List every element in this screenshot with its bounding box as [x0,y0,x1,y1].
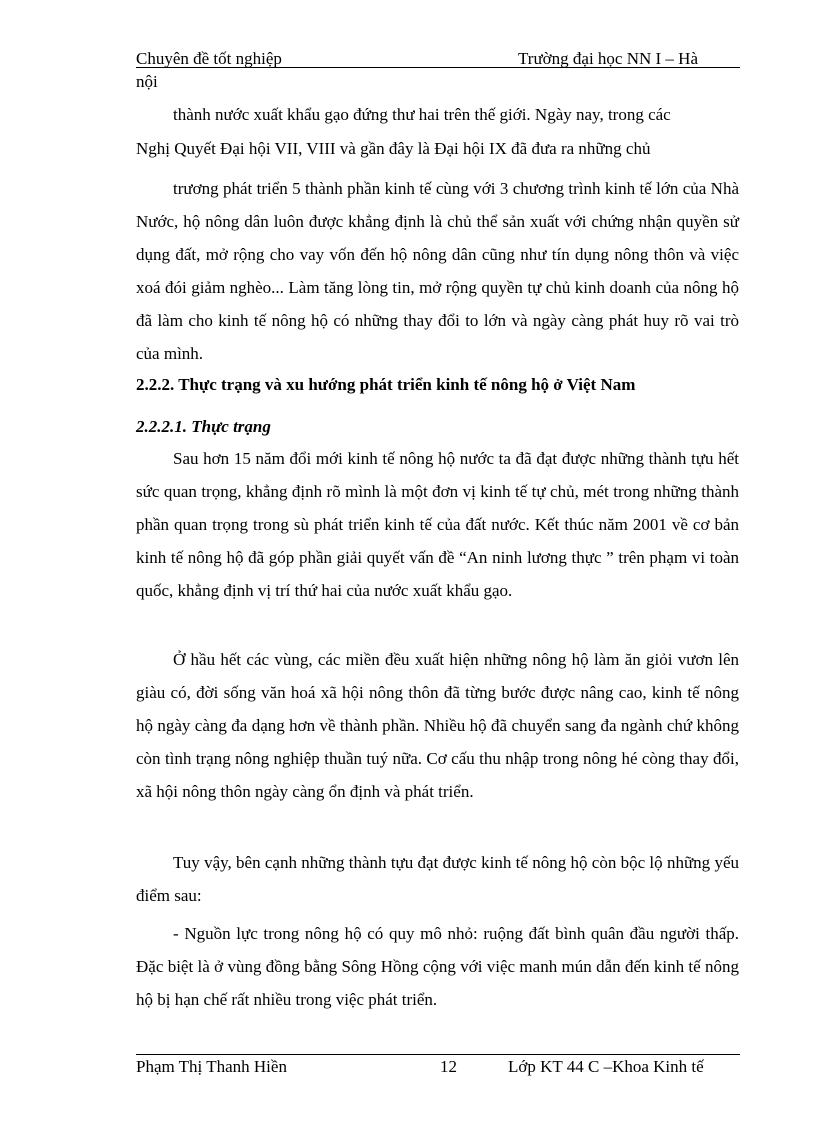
footer-page-number: 12 [440,1057,457,1076]
paragraph: trương phát triển 5 thành phần kinh tế cùng với 3 chương trình kinh tế lớn của Nhà Nước, hộ nông dân luôn được khẳng định là chủ thể sản xuất với chứng nhận quyền sử dụng đất, mở rộng cho vay vốn đến hộ nông dân cũng như tín dụng nông thôn và việc xoá đói giảm nghèo... Làm tăng lòng tin, mở rộng quyền tự chủ kinh doanh của nông hộ đã làm cho kinh tế nông hộ có những thay đổi to lớn và ngày càng phát huy rõ vai trò của mình. [136,179,739,363]
footer-rule [136,1054,740,1055]
paragraph: Ở hầu hết các vùng, các miền đều xuất hiện những nông hộ làm ăn giỏi vươn lên giàu có, đời sống văn hoá xã hội nông thôn đã từng bước được nâng cao, kinh tế nông hộ ngày càng đa dạng hơn về thành phần. Nhiều hộ đã chuyển sang đa ngành chứ không còn tình trạng nông nghiệp thuần tuý nữa. Cơ cấu thu nhập trong nông hé còng thay đổi, xã hội nông thôn ngày càng ổn định và phát triển. [136,650,739,801]
subsection-heading: 2.2.2.1. Thực trạng [136,417,271,436]
header-right-title: Trường đại học NN I – Hà [518,49,699,68]
paragraph: Sau hơn 15 năm đổi mới kinh tế nông hộ nước ta đã đạt được những thành tựu hết sức quan trọng, khẳng định rõ mình là một đơn vị kinh tế tự chủ, mét trong những thành phần quan trọng trong sù phát triển kinh tế của đất nước. Kết thúc năm 2001 về cơ bản kinh tế nông hộ đã góp phần giải quyết vấn đề “An ninh lương thực ” trên phạm vi toàn quốc, khẳng định vị trí thứ hai của nước xuất khẩu gạo. [136,449,739,600]
section-heading: 2.2.2. Thực trạng và xu hướng phát triển kinh tế nông hộ ở Việt Nam [136,375,636,394]
header-rule [136,67,740,68]
paragraph: Tuy vậy, bên cạnh những thành tựu đạt được kinh tế nông hộ còn bộc lộ những yếu điểm sau: [136,853,739,905]
header-left-title: Chuyên đề tốt nghiệp [136,49,282,68]
footer-author: Phạm Thị Thanh Hiền [136,1057,287,1076]
paragraph-line: thành nước xuất khẩu gạo đứng thư hai trên thế giới. Ngày nay, trong các [173,105,671,124]
header-right-continuation: nội [136,72,158,91]
paragraph-line: Nghị Quyết Đại hội VII, VIII và gần đây là Đại hội IX đã đưa ra những chủ [136,139,651,158]
paragraph: - Nguồn lực trong nông hộ có quy mô nhỏ: ruộng đất bình quân đầu người thấp. Đặc biệt là ở vùng đồng bằng Sông Hồng cộng với việc manh mún dẫn đến kinh tế nông hộ bị hạn chế rất nhiều trong việc phát triển. [136,924,739,1009]
footer-class-info: Lớp KT 44 C –Khoa Kinh tế [508,1057,704,1076]
